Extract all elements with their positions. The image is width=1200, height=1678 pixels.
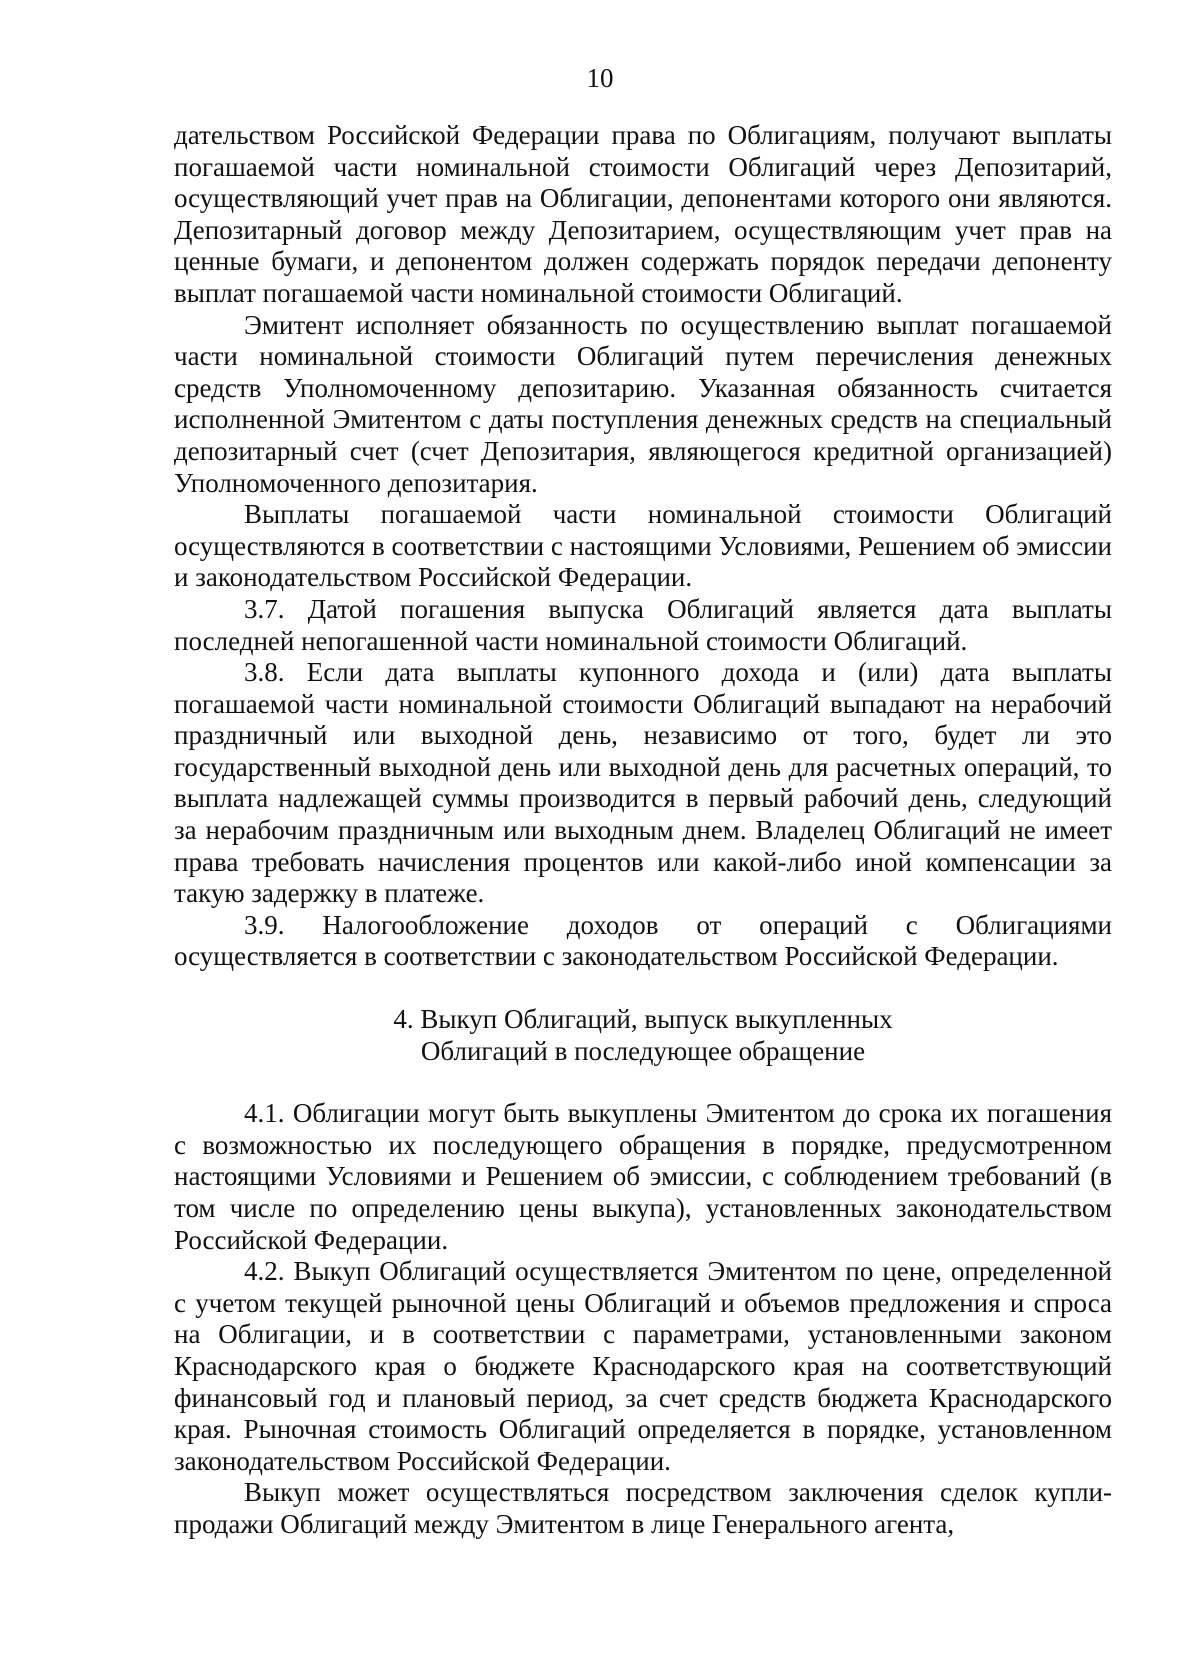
section-heading-line-1: 4. Выкуп Облигаций, выпуск выкупленных xyxy=(393,1004,893,1035)
paragraph-3-7: 3.7. Датой погашения выпуска Облигаций является дата выплаты последней непогашенной части номинальной стоимости Облигаций. xyxy=(174,593,1112,656)
paragraph-buyback: Выкуп может осуществляться посредством заключения сделок купли-продажи Облигаций между Эмитентом в лице Генерального агента, xyxy=(174,1477,1112,1539)
document-body xyxy=(174,120,1112,1541)
paragraph-3-9: 3.9. Налогообложение доходов от операций с Облигациями осуществляется в соответствии с законодательством Российской Федерации. xyxy=(174,909,1112,972)
section-heading-line-2: Облигаций в последующее обращение xyxy=(420,1035,866,1066)
paragraph-payments: Выплаты погашаемой части номинальной стоимости Облигаций осуществляются в соответствии с настоящими Условиями, Решением об эмиссии и законодательством Российской Федерации. xyxy=(174,499,1112,593)
paragraph-continuation: дательством Российской Федерации права по Облигациям, получают выплаты погашаемой части номинальной стоимости Облигаций через Депозитарий, осуществляющий учет прав на Облигации, депонентами которого они являются. Депозитарный договор между Депозитарием, осуществляющим учет прав на ценные бумаги, и депонентом должен содержать порядок передачи депоненту выплат погашаемой части номинальной стоимости Облигаций. xyxy=(174,120,1112,308)
paragraph-issuer-obligation: Эмитент исполняет обязанность по осуществлению выплат погашаемой части номинальной стоимости Облигаций путем перечисления денежных средств Уполномоченному депозитарию. Указанная обязанность считается исполненной Эмитентом с даты поступления денежных средств на специальный депозитарный счет (счет Депозитария, являющегося кредитной организацией) Уполномоченного депозитария. xyxy=(174,309,1112,498)
paragraph-4-2: 4.2. Выкуп Облигаций осуществляется Эмитентом по цене, определенной с учетом текущей рыночной цены Облигаций и объемов предложения и спроса на Облигации, и в соответствии с параметрами, установленными законом Краснодарского края о бюджете Краснодарского края на соответствующий финансовый год и плановый период, за счет средств бюджета Краснодарского края. Рыночная стоимость Облигаций определяется в порядке, установленном законодательством Российской Федерации. xyxy=(174,1256,1112,1476)
paragraph-3-8: 3.8. Если дата выплаты купонного дохода и (или) дата выплаты погашаемой части номинальной стоимости Облигаций выпадают на нерабочий праздничный или выходной день, независимо от того, будет ли это государственный выходной день или выходной день для расчетных операций, то выплата надлежащей суммы производится в первый рабочий день, следующий за нерабочим праздничным или выходным днем. Владелец Облигаций не имеет права требовать начисления процентов или какой-либо иной компенсации за такую задержку в платеже. xyxy=(174,657,1112,909)
paragraph-4-1: 4.1. Облигации могут быть выкуплены Эмитентом до срока их погашения с возможностью их последующего обращения в порядке, предусмотренном настоящими Условиями и Решением об эмиссии, с соблюдением требований (в том числе по определению цены выкупа), установленных законодательством Российской Федерации. xyxy=(174,1098,1112,1255)
section-heading xyxy=(174,1004,1112,1067)
page-number: 10 xyxy=(586,63,614,93)
